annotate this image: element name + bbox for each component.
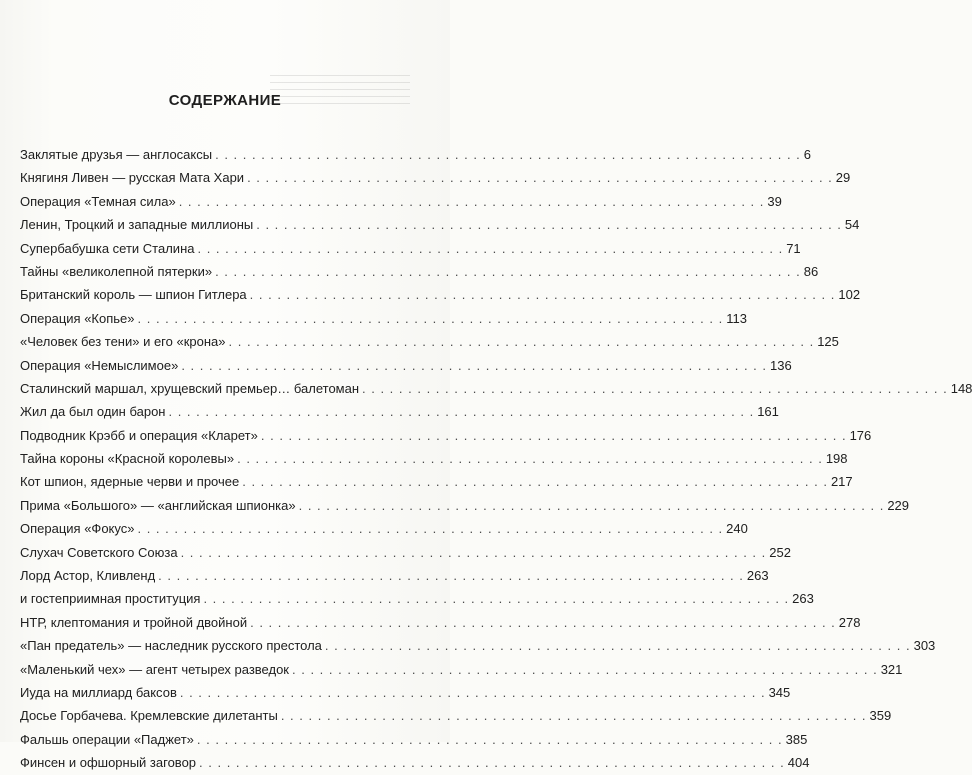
toc-entry-page: 102 — [838, 287, 861, 303]
toc-entry — [20, 143, 812, 166]
toc-entry-title: Тайны «великолепной пятерки» — [20, 263, 213, 279]
toc-entry-page: 240 — [726, 521, 748, 537]
toc-entry-title: Фальшь операции «Паджет» — [20, 731, 194, 747]
toc-entry-page: 321 — [880, 661, 903, 677]
toc-entry — [20, 517, 748, 540]
toc-entry-page: 252 — [769, 544, 791, 560]
toc-entry-page: 113 — [726, 310, 747, 326]
toc-entry — [20, 330, 839, 353]
toc-entry — [20, 564, 769, 587]
toc-entry — [20, 400, 779, 423]
toc-leader-dots — [181, 354, 767, 377]
toc-leader-dots — [362, 377, 948, 400]
toc-entry — [20, 704, 892, 727]
toc-leader-dots — [242, 470, 828, 493]
toc-leader-dots — [197, 237, 783, 260]
toc-leader-dots — [138, 307, 724, 330]
toc-entry-title: и гостеприимная проституция — [20, 591, 201, 607]
toc-entry-title: «Пан предатель» — наследник русского престола — [20, 638, 322, 654]
toc-entry-page: 6 — [803, 147, 812, 162]
page-title: СОДЕРЖАНИЕ — [168, 92, 282, 109]
toc-leader-dots — [197, 728, 783, 751]
toc-leader-dots — [281, 704, 867, 727]
toc-entry — [20, 751, 810, 774]
toc-entry-page: 125 — [817, 334, 839, 350]
toc-leader-dots — [215, 260, 801, 283]
toc-entry-title: Прима «Большого» — «английская шпионка» — [20, 497, 296, 513]
toc-entry-page: 136 — [770, 357, 792, 373]
toc-entry-page: 404 — [787, 755, 810, 771]
toc-entry-title: Княгиня Ливен — русская Мата Хари — [20, 170, 245, 186]
toc-entry-page: 86 — [803, 263, 819, 279]
toc-entry — [20, 190, 782, 213]
toc-entry-page: 345 — [768, 684, 791, 700]
toc-leader-dots — [261, 424, 847, 447]
toc-entry-title: Сталинский маршал, хрущевский премьер… балетоман — [20, 380, 360, 396]
toc-leader-dots — [179, 190, 765, 213]
toc-entry-title: Тайна короны «Красной королевы» — [20, 451, 235, 467]
table-of-contents — [20, 143, 972, 775]
toc-entry-page: 217 — [830, 474, 853, 490]
toc-entry-title: НТР, клептомания и тройной двойной — [20, 614, 248, 630]
toc-leader-dots — [256, 213, 842, 236]
toc-leader-dots — [181, 541, 767, 564]
toc-entry-title: «Человек без тени» и его «крона» — [20, 334, 226, 350]
toc-entry-title: Британский король — шпион Гитлера — [20, 287, 247, 303]
toc-entry — [20, 447, 848, 470]
toc-entry-title: Лорд Астор, Кливленд — [20, 568, 156, 584]
toc-entry — [20, 494, 910, 517]
toc-entry-title: Заклятые друзья — англосаксы — [20, 147, 213, 162]
toc-entry — [20, 166, 851, 189]
toc-entry-page: 263 — [792, 591, 814, 607]
toc-entry — [20, 470, 853, 493]
toc-leader-dots — [137, 517, 723, 540]
toc-entry — [20, 354, 792, 377]
toc-leader-dots — [215, 143, 801, 166]
toc-entry-page: 303 — [913, 638, 936, 654]
toc-entry-title: Операция «Темная сила» — [20, 193, 176, 209]
toc-entry-page: 71 — [786, 240, 801, 256]
toc-leader-dots — [158, 564, 744, 587]
toc-entry-title: Операция «Немыслимое» — [20, 357, 179, 373]
toc-entry-title: Супербабушка сети Сталина — [20, 240, 195, 256]
toc-entry — [20, 307, 747, 330]
toc-entry-title: Досье Горбачева. Кремлевские дилетанты — [20, 708, 278, 724]
toc-entry — [20, 424, 872, 447]
toc-entry — [20, 634, 936, 657]
toc-entry-page: 161 — [757, 404, 779, 420]
toc-entry-title: Иуда на миллиард баксов — [20, 684, 177, 700]
toc-entry-page: 39 — [767, 193, 782, 209]
toc-entry-page: 385 — [785, 731, 808, 747]
toc-leader-dots — [247, 166, 833, 189]
toc-entry-page: 278 — [838, 614, 861, 630]
toc-entry-page: 198 — [825, 451, 848, 467]
toc-entry-page: 148 — [950, 380, 972, 396]
toc-entry — [20, 260, 819, 283]
toc-leader-dots — [168, 400, 754, 423]
toc-leader-dots — [250, 283, 836, 306]
toc-entry-page: 229 — [887, 497, 910, 513]
toc-entry — [20, 658, 903, 681]
toc-entry — [20, 377, 972, 400]
toc-leader-dots — [199, 751, 785, 774]
toc-entry-page: 263 — [746, 568, 769, 584]
toc-entry-title: Ленин, Троцкий и западные миллионы — [20, 217, 254, 233]
toc-entry-page: 176 — [849, 427, 872, 443]
toc-entry — [20, 611, 861, 634]
toc-entry — [20, 587, 814, 610]
toc-leader-dots — [180, 681, 766, 704]
toc-entry — [20, 541, 791, 564]
toc-entry-page: 54 — [844, 217, 860, 233]
toc-entry-page: 29 — [835, 170, 851, 186]
toc-entry-title: Подводник Крэбб и операция «Кларет» — [20, 427, 258, 443]
toc-leader-dots — [299, 494, 885, 517]
toc-entry — [20, 681, 791, 704]
toc-entry-title: Жил да был один барон — [20, 404, 166, 420]
toc-leader-dots — [237, 447, 823, 470]
toc-entry-title: Слухач Советского Союза — [20, 544, 178, 560]
toc-leader-dots — [250, 611, 836, 634]
toc-entry-title: Кот шпион, ядерные черви и прочее — [20, 474, 240, 490]
toc-leader-dots — [229, 330, 815, 353]
toc-entry-title: Финсен и офшорный заговор — [20, 755, 197, 771]
toc-entry — [20, 283, 861, 306]
toc-leader-dots — [203, 587, 789, 610]
toc-entry-title: «Маленький чех» — агент четырех разведок — [20, 661, 289, 677]
toc-entry — [20, 237, 801, 260]
toc-entry — [20, 213, 860, 236]
toc-leader-dots — [292, 658, 878, 681]
toc-entry-title: Операция «Копье» — [20, 310, 135, 326]
toc-leader-dots — [325, 634, 911, 657]
toc-entry-page: 359 — [869, 708, 892, 724]
toc-entry — [20, 728, 808, 751]
toc-entry-title: Операция «Фокус» — [20, 521, 135, 537]
